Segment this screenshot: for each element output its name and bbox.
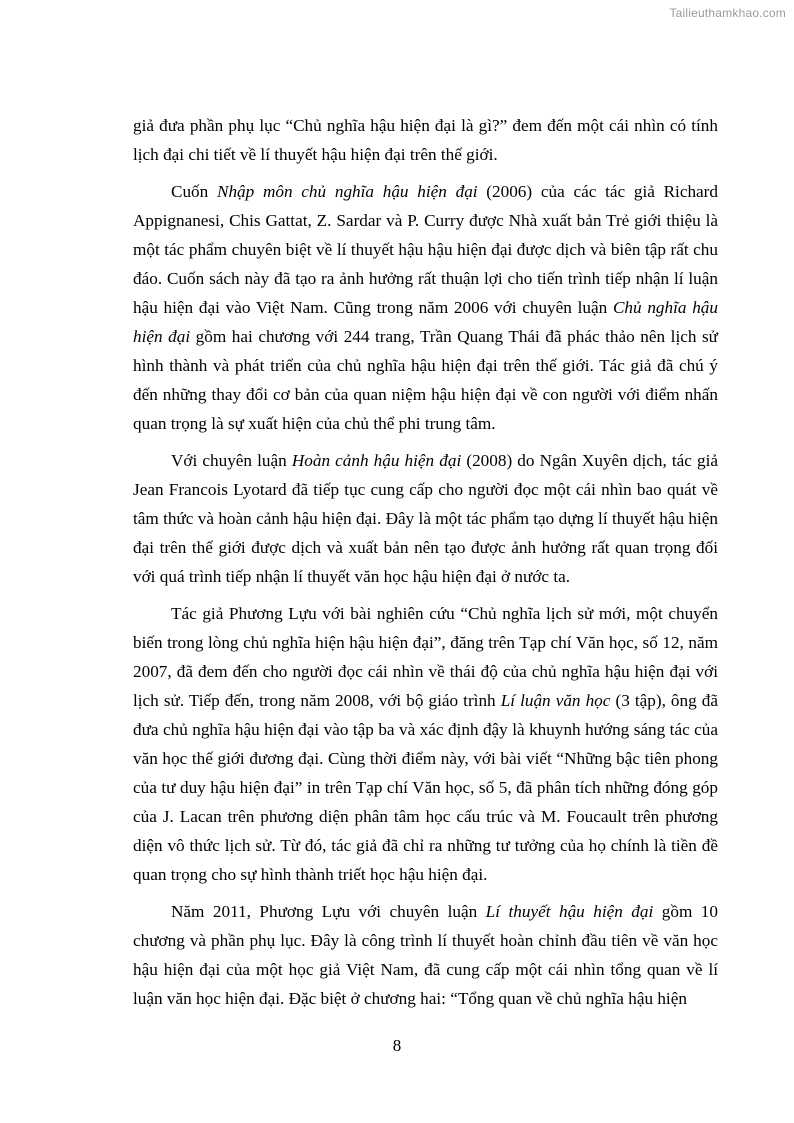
- paragraph: [133, 897, 718, 1013]
- text-segment: Năm 2011, Phương Lựu với chuyên luận: [171, 902, 486, 921]
- text-segment: Với chuyên luận: [171, 451, 292, 470]
- text-segment: gồm hai chương với 244 trang, Trần Quang Thái đã phác thảo nên lịch sử hình thành và phát triển của chủ nghĩa hậu hiện đại trên thế giới. Tác giả đã chú ý đến những thay đổi cơ bản của quan niệm hậu hiện đại về con người với điểm nhấn quan trọng là sự xuất hiện của chủ thể phi trung tâm.: [133, 327, 718, 433]
- paragraph: [133, 177, 718, 438]
- paragraph: [133, 599, 718, 889]
- italic-title: Chủ nghĩa hậu hiện đại: [133, 298, 718, 346]
- page-number: 8: [392, 1036, 402, 1055]
- text-segment: (3 tập), ông đã đưa chủ nghĩa hậu hiện đại vào tập ba và xác định đậy là khuynh hướng sáng tác của văn học thế giới đương đại. Cùng thời điểm này, với bài viết “Những bậc tiên phong của tư duy hậu hiện đại” in trên Tạp chí Văn học, số 5, đã phân tích những đóng góp của J. Lacan trên phương diện phân tâm học cấu trúc và M. Foucault trên phương diện vô thức lịch sử. Từ đó, tác giả đã chỉ ra những tư tưởng của họ chính là tiền đề quan trọng cho sự hình thành triết học hậu hiện đại.: [133, 691, 718, 884]
- text-segment: (2008) do Ngân Xuyên dịch, tác giả Jean Francois Lyotard đã tiếp tục cung cấp cho người đọc một cái nhìn bao quát về tâm thức và hoàn cảnh hậu hiện đại. Đây là một tác phẩm tạo dựng lí thuyết hậu hiện đại trên thế giới được dịch và xuất bản nên tạo được ảnh hưởng rất quan trọng đối với quá trình tiếp nhận lí thuyết văn học hậu hiện đại ở nước ta.: [133, 451, 718, 586]
- italic-title: Hoàn cảnh hậu hiện đại: [291, 451, 462, 470]
- paragraph: [133, 111, 718, 169]
- text-segment: gồm 10 chương và phần phụ lục. Đây là công trình lí thuyết hoàn chỉnh đầu tiên về văn học hậu hiện đại của một học giả Việt Nam, đã cung cấp một cái nhìn tổng quan về lí luận văn học hiện đại. Đặc biệt ở chương hai: “Tổng quan về chủ nghĩa hậu hiện: [133, 902, 718, 1008]
- text-segment: Cuốn: [171, 182, 217, 201]
- text-segment: Tác giả Phương Lựu với bài nghiên cứu “Chủ nghĩa lịch sử mới, một chuyển biến trong lòng chủ nghĩa hiện hậu hiện đại”, đăng trên Tạp chí Văn học, số 12, năm 2007, đã đem đến cho người đọc cái nhìn về thái độ của chủ nghĩa hậu hiện đại với lịch sử. Tiếp đến, trong năm 2008, với bộ giáo trình: [133, 604, 718, 710]
- text-segment: (2006) của các tác giả Richard Appignanesi, Chis Gattat, Z. Sardar và P. Curry được Nhà xuất bản Trẻ giới thiệu là một tác phẩm chuyên biệt về lí thuyết hậu hậu hiện đại được dịch và biên tập rất chu đáo. Cuốn sách này đã tạo ra ảnh hưởng rất thuận lợi cho tiến trình tiếp nhận lí luận hậu hiện đại vào Việt Nam. Cũng trong năm 2006 với chuyên luận: [133, 182, 718, 317]
- document-body: [133, 111, 718, 1021]
- italic-title: Nhập môn chủ nghĩa hậu hiện đại: [216, 182, 478, 201]
- italic-title: Lí luận văn học: [500, 691, 611, 710]
- paragraph: [133, 446, 718, 591]
- text-segment: giả đưa phần phụ lục “Chủ nghĩa hậu hiện đại là gì?” đem đến một cái nhìn có tính lịch đại chi tiết về lí thuyết hậu hiện đại trên thế giới.: [133, 116, 718, 164]
- watermark: Tailieuthamkhao.com: [669, 6, 786, 20]
- italic-title: Lí thuyết hậu hiện đại: [485, 902, 654, 921]
